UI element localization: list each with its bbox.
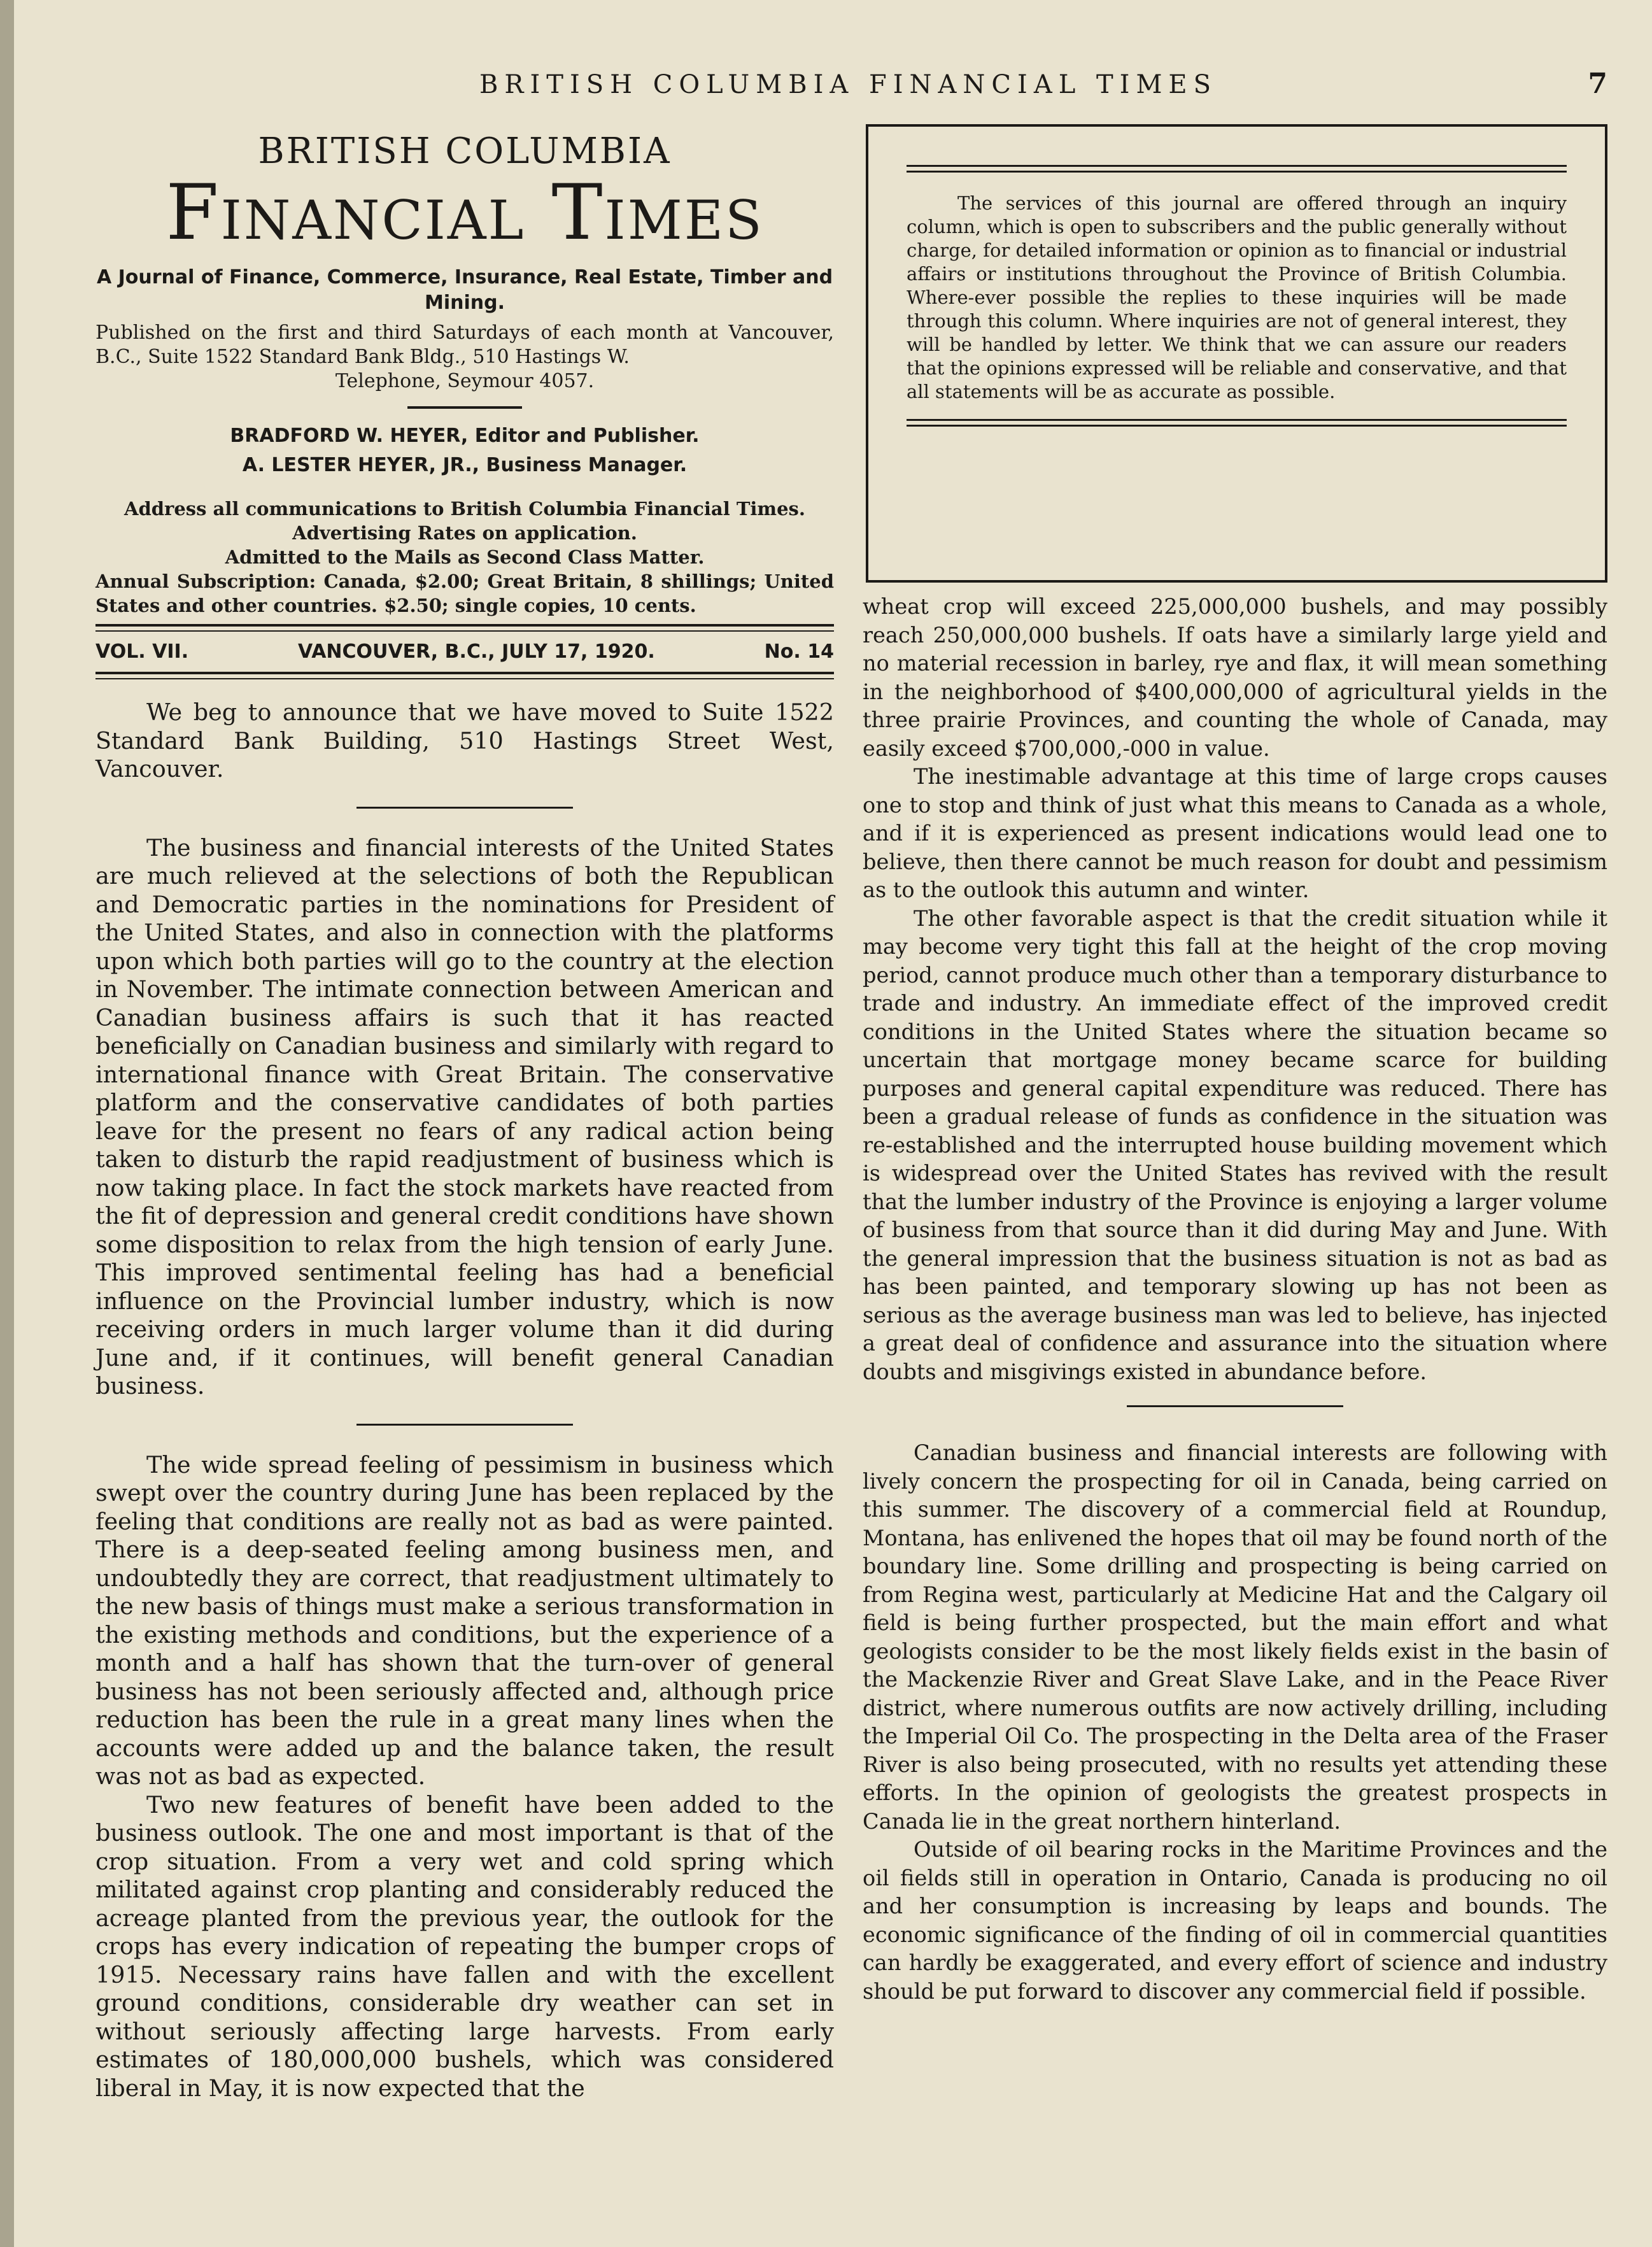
masthead [95, 131, 834, 679]
paragraph: The wide spread feeling of pessimism in business which swept over the country during June has been replaced by the feeling that conditions are really not as bad as were painted. There is a deep-seated feeling among business men, and undoubtedly they are correct, that readjustment ultimately to the new basis of things must make a serious transformation in the existing methods and conditions, but the experience of a month and a half has shown that the turn-over of general business has not been seriously affected and, although price reduction has been the rule in a great many lines when the accounts were added up and the balance taken, the result was not as bad as expected. [95, 1450, 834, 1790]
paragraph: The inestimable advantage at this time of large crops causes one to stop and think of just what this means to Canada as a whole, and if it is experienced as present indications would lead one to believe, then there cannot be much reason for doubt and pessimism as to the outlook this autumn and winter. [863, 764, 1607, 902]
running-title: BRITISH COLUMBIA FINANCIAL TIMES [479, 70, 1218, 99]
right-article [863, 593, 1607, 2006]
masthead-line1: BRITISH COLUMBIA [258, 131, 672, 172]
box-rule [907, 165, 1567, 173]
page-binding-edge [0, 0, 14, 2247]
right-column [863, 124, 1607, 2006]
paragraph: The business and financial interests of the United States are much relieved at the selections of both the Republican and Democratic parties in the nominations for President of the United States, and also in connection with the platforms upon which both parties will go to the country at the election in November. The intimate connection between American and Canadian business affairs is such that it has reacted beneficially on Canadian business and similarly with regard to international finance with Great Britain. The conservative platform and the conservative candidates of both parties leave for the present no fears of any radical action being taken to disturb the rapid readjustment of business which is now taking place. In fact the stock markets have reacted from the fit of depression and general credit conditions have shown some disposition to relax from the high tension of early June. This improved sentimental feeling has had a beneficial influence on the Provincial lumber industry, which is now receiving orders in much larger volume than it did during June and, if it continues, will benefit general Canadian business. [95, 833, 834, 1400]
advertising-notice: Advertising Rates on application. [292, 522, 637, 544]
paragraph: Canadian business and financial interests are following with lively concern the prospecting for oil in Canada, being carried on this summer. The discovery of a commercial field at Roundup, Montana, has enlivened the hopes that oil may be found north of the boundary line. Some drilling and prospecting is being carried on from Regina west, particularly at Medicine Hat and the Calgary oil field is being further prospected, but the main effort and what geologists consider to be the most likely fields exist in the basin of the Mackenzie River and Great Slave Lake, and in the Peace River district, where numerous outfits are now actively drilling, including the Imperial Oil Co. The prospecting in the Delta area of the Fraser River is also being prosecuted, with no results yet attending these efforts. In the opinion of geologists the greatest prospects in Canada lie in the great northern hinterland. [863, 1440, 1607, 1834]
place-date: VANCOUVER, B.C., JULY 17, 1920. [298, 641, 655, 663]
masthead-line2: Financial Times [166, 169, 764, 257]
double-rule [95, 624, 834, 632]
volume-line [95, 641, 834, 663]
telephone: Telephone, Seymour 4057. [335, 370, 595, 392]
section-divider [357, 1424, 573, 1426]
divider [407, 406, 522, 409]
section-divider [1127, 1405, 1343, 1407]
left-article [95, 698, 834, 2102]
page-number: 7 [1588, 67, 1607, 100]
masthead-tagline: A Journal of Finance, Commerce, Insurance, Real Estate, Timber and Mining. [96, 266, 833, 314]
left-column [95, 124, 834, 2102]
paragraph: We beg to announce that we have moved to Suite 1522 Standard Bank Building, 510 Hastings Street West, Vancouver. [95, 698, 834, 783]
publication-schedule: Published on the first and third Saturdays of each month at Vancouver, B.C., Suite 1522 Standard Bank Bldg., 510 Hastings W. [95, 322, 834, 368]
paragraph: wheat crop will exceed 225,000,000 bushels, and may possibly reach 250,000,000 bushels. If oats have a similarly large yield and no material recession in barley, rye and flax, it will mean something in the neighborhood of $400,000,000 of agricultural yields in the three prairie Provinces, and counting the whole of Canada, may easily exceed $700,000,-000 in value. [863, 594, 1607, 761]
volume: VOL. VII. [95, 641, 189, 663]
service-notice-text: The services of this journal are offered through an inquiry column, which is open to subscribers and the public generally without charge, for detailed information or opinion as to financial or industrial affairs or institutions throughout the Province of British Columbia. Where-ever possible the replies to these inquiries will be made through this column. Where inquiries are not of general interest, they will be handled by letter. We think that we can assure our readers that the opinions expressed will be reliable and conservative, and that all statements will be as accurate as possible. [907, 192, 1567, 402]
double-rule [95, 672, 834, 679]
box-rule [907, 419, 1567, 427]
staff-manager: A. LESTER HEYER, JR., Business Manager. [242, 454, 688, 476]
paragraph: The other favorable aspect is that the credit situation while it may become very tight this fall at the height of the crop moving period, cannot produce much other than a temporary disturbance to trade and industry. An immediate effect of the improved credit conditions in the United States where the situation became so uncertain that mortgage money became scarce for building purposes and general capital expenditure was reduced. There has been a gradual release of funds as confidence in the situation was re-established and the interrupted house building movement which is widespread over the United States has revived with the result that the lumber industry of the Province is enjoying a larger volume of business from that source than it did during May and June. With the general impression that the business situation is not as bad as has been painted, and temporary slowing up has not been as serious as the average business man was led to believe, has injected a great deal of confidence and assurance into the situation where doubts and misgivings existed in abundance before. [863, 905, 1607, 1384]
paragraph: Outside of oil bearing rocks in the Maritime Provinces and the oil fields still in operation in Ontario, Canada is producing no oil and her consumption is increasing by leaps and bounds. The economic significance of the finding of oil in commercial quantities can hardly be exaggerated, and every effort of science and industry should be put forward to discover any commercial field if possible. [863, 1837, 1607, 2004]
running-header [89, 64, 1607, 108]
paragraph: Two new features of benefit have been added to the business outlook. The one and most important is that of the crop situation. From a very wet and cold spring which militated against crop planting and considerably reduced the acreage planted from the previous year, the outlook for the crops has every indication of repeating the bumper crops of 1915. Necessary rains have fallen and with the excellent ground conditions, considerable dry weather can set in without seriously affecting large harvests. From early estimates of 180,000,000 bushels, which was considered liberal in May, it is now expected that the [95, 1790, 834, 2102]
mails-notice: Admitted to the Mails as Second Class Matter. [225, 546, 705, 568]
staff-editor: BRADFORD W. HEYER, Editor and Publisher. [230, 425, 700, 447]
address-notice: Address all communications to British Columbia Financial Times. [124, 498, 805, 520]
subscription-notice: Annual Subscription: Canada, $2.00; Great Britain, 8 shillings; United States and other countries. $2.50; single copies, 10 cents. [95, 571, 834, 616]
section-divider [357, 807, 573, 809]
publication-info [95, 321, 834, 393]
notice-block [95, 497, 834, 618]
issue-number: No. 14 [764, 641, 834, 663]
service-notice-box [866, 124, 1607, 583]
